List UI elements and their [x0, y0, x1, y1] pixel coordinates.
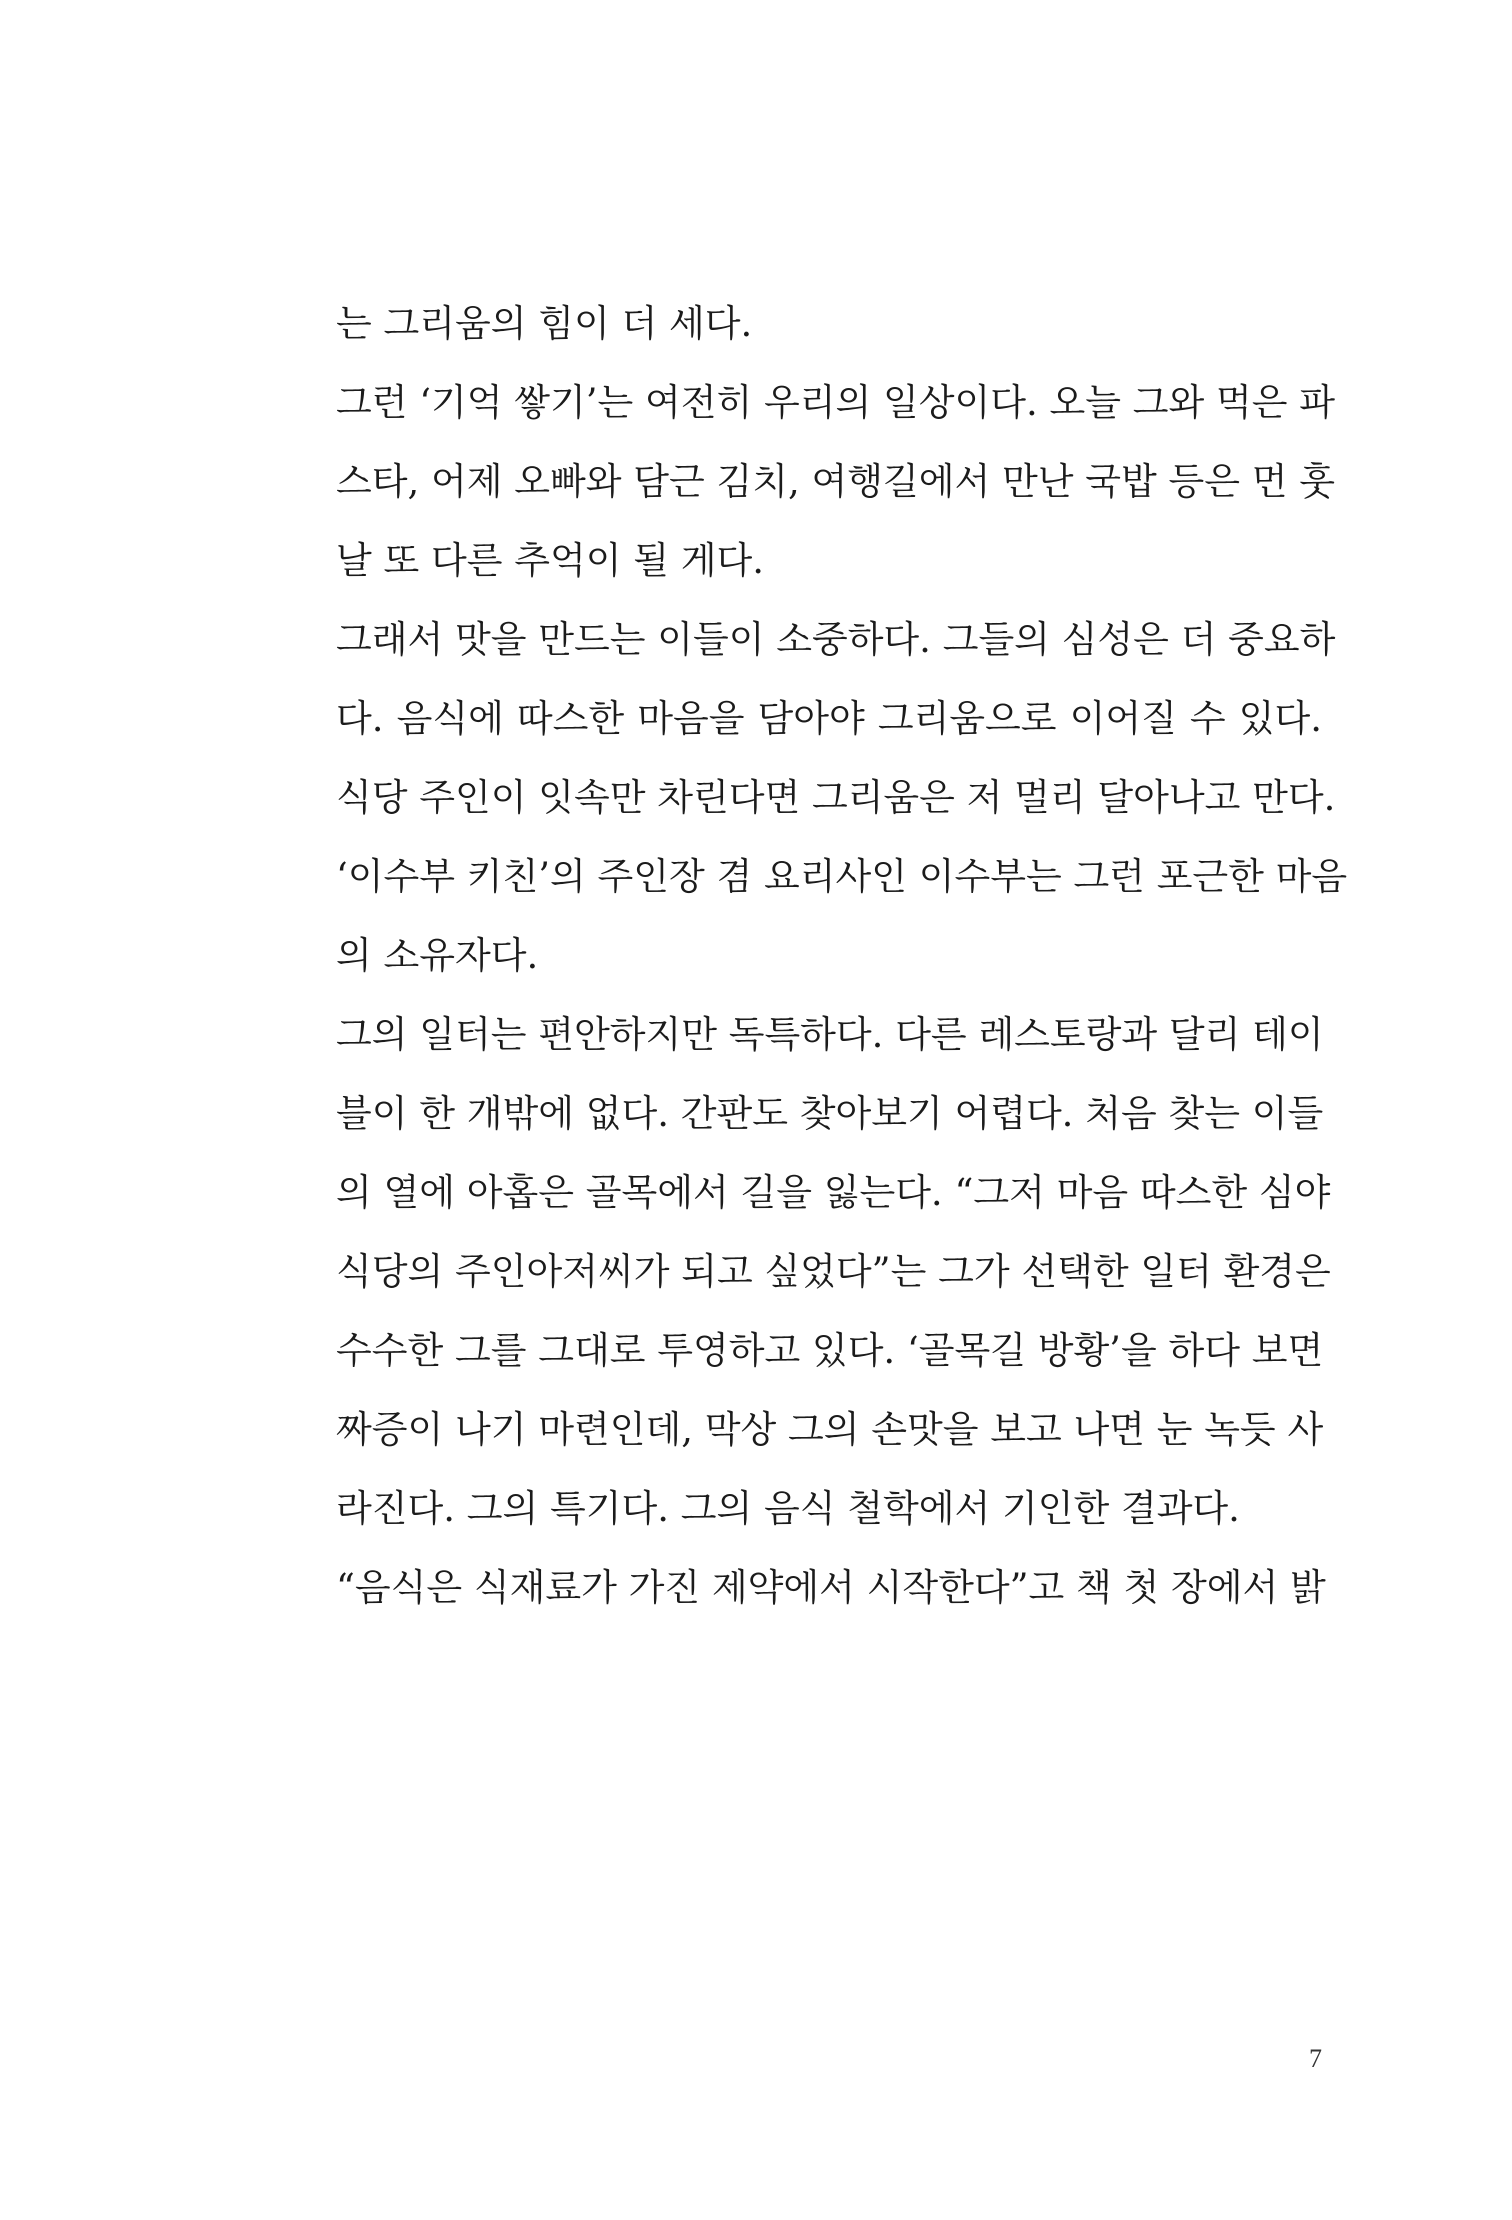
text-line: 라진다. 그의 특기다. 그의 음식 철학에서 기인한 결과다. [336, 1487, 1240, 1530]
text-line: 수수한 그를 그대로 투영하고 있다. ‘골목길 방황’을 하다 보면 [336, 1329, 1324, 1372]
text-line: 그의 일터는 편안하지만 독특하다. 다른 레스토랑과 달리 테이 [336, 1013, 1324, 1056]
text-line: 식당 주인이 잇속만 차린다면 그리움은 저 멀리 달아나고 만다. [336, 776, 1336, 819]
text-line: 스타, 어제 오빠와 담근 김치, 여행길에서 만난 국밥 등은 먼 훗 [336, 460, 1335, 503]
text-line: 의 열에 아홉은 골목에서 길을 잃는다. “그저 마음 따스한 심야 [336, 1171, 1331, 1214]
text-line: 의 소유자다. [336, 934, 539, 977]
text-line: 블이 한 개밖에 없다. 간판도 찾아보기 어렵다. 처음 찾는 이들 [336, 1092, 1324, 1135]
body-text [336, 284, 1348, 1627]
text-line: 다. 음식에 따스한 마음을 담아야 그리움으로 이어질 수 있다. [336, 697, 1322, 740]
text-line: “음식은 식재료가 가진 제약에서 시작한다”고 책 첫 장에서 밝 [336, 1566, 1326, 1609]
text-line: 짜증이 나기 마련인데, 막상 그의 손맛을 보고 나면 눈 녹듯 사 [336, 1408, 1324, 1451]
text-line: 식당의 주인아저씨가 되고 싶었다”는 그가 선택한 일터 환경은 [336, 1250, 1331, 1293]
text-line: ‘이수부 키친’의 주인장 겸 요리사인 이수부는 그런 포근한 마음 [336, 855, 1348, 898]
text-line: 그래서 맛을 만드는 이들이 소중하다. 그들의 심성은 더 중요하 [336, 618, 1336, 661]
text-line: 는 그리움의 힘이 더 세다. [336, 302, 753, 345]
text-line: 그런 ‘기억 쌓기’는 여전히 우리의 일상이다. 오늘 그와 먹은 파 [336, 381, 1335, 424]
page-number: 7 [1309, 2044, 1322, 2073]
text-line: 날 또 다른 추억이 될 게다. [336, 539, 764, 582]
